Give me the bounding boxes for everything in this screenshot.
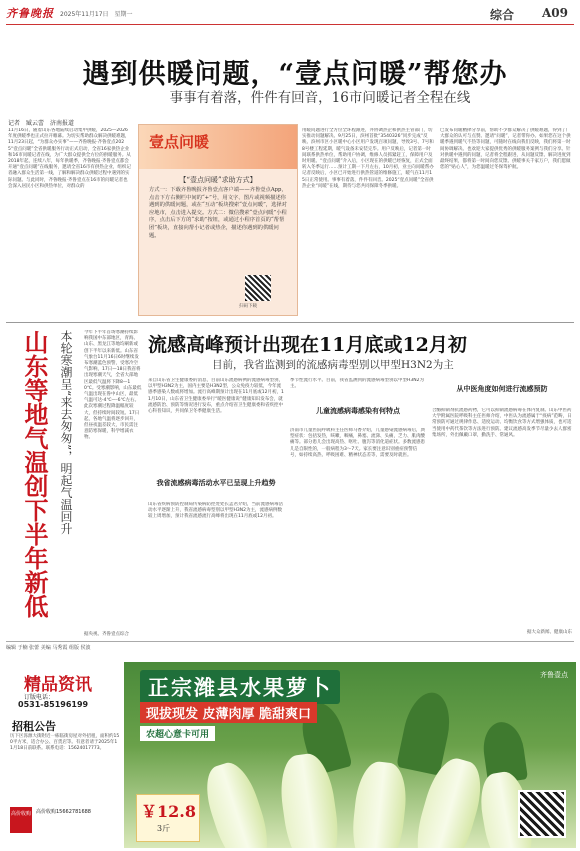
qr-code-label: 扫码下载 — [239, 304, 257, 309]
page-number: A09 — [541, 6, 568, 20]
promo-card — [138, 124, 298, 316]
flu-column-2b: 济南市儿童医院呼吸科主任医师马香介绍，儿童感染流感病毒后，典型症状：包括发热，咳嗽，咽痛，鼻塞、流涕、头痛，乏力、肌肉酸痛等。部分患儿会出现高热、呕吐、腹泻等消化道症状。多数流感患儿是自限性的，一般病程为3～7天。家长要注意识别重症预警信号，如持续高热、呼吸困难、精神状态差等，需要及时就医。 — [290, 428, 425, 458]
price-value: ￥12.8 — [141, 802, 196, 821]
flu-column-2: 季节性流行水平。目前，我省监测到的流感病毒型别以甲型H3N2为主。 — [290, 378, 424, 390]
ad-title: 正宗潍县水果萝卜 — [140, 670, 340, 704]
lead-column-1: 11月16日，随着山东各地陆续启动集中供暖，2025—2026年度供暖季也正式拉开帷幕。为切实帮助群众解决供暖难题，11月23日起，“为群众办实事”——齐鲁晚报·齐鲁壹点2025“壹点问暖”全省供暖服务行动正式启动，全省16家供热企业和16市问暖记者在线，为广大群众提供全方位的供暖服务。从2018年起，连续八年，每年供暖季，齐鲁晚报·齐鲁壹点都会开通“壹点问暖”在线服务，邀请全省16市有供热企业，组织记者融入群众生活第一线，了解和解决群众供暖过程中遇到的实际问题。与此同时，齐鲁晚报·齐鲁壹点在16市的问暖记者也会深入居民小区和供热单位，对群众的 — [8, 128, 131, 189]
flu-subheadline: 目前，我省监测到的流感病毒型别以甲型H3N2为主 — [212, 359, 454, 371]
price-tag — [136, 794, 200, 842]
hotline-text: 高价收购15662781688 — [36, 809, 91, 815]
flu-column-1b: 山东省疾病预防控制局传染病防控处处长孟君介绍，当前流感病毒活动水平逐渐上升，我省流感病毒型别以甲型H3N2为主，流感病例数较上周增加，预计我省流感流行高峰将出现在11月底或12月初。 — [148, 502, 283, 520]
radish-graphic — [198, 757, 278, 848]
weather-headline: 山东等地气温创下半年新低 — [20, 330, 49, 618]
brand-logo: 齐鲁壹点 — [540, 671, 568, 679]
byline: 记者 臧云蕾 济南报道 — [8, 120, 75, 127]
lead-subheadline: 事事有着落，件件有回音，16市问暖记者全程在线 — [169, 90, 471, 106]
ad-card-note: 农超心意卡可用 — [140, 726, 215, 741]
flu-credit: 据大众新闻、健康山东 — [527, 630, 572, 635]
issue-date: 2025年11月17日 星期一 — [60, 11, 133, 18]
weather-subheadline: 本轮寒潮呈“来去匆匆”，明起气温回升 — [59, 330, 73, 535]
section-name: 综合 — [489, 8, 514, 22]
flu-headline: 流感高峰预计出现在11月底或12月初 — [148, 334, 467, 356]
radish-advertisement[interactable] — [124, 662, 576, 848]
lead-column-4: 已发布问暖精择分享前，帮助不少群众解决了供暖难题，得到了广大群众的认可与点赞。邀请“问暖”，记者带你办。如果您在这个供暖季遇到暖气不热等问题，可随时在线向我们反映，我们将第一时间协调解决。也欢迎大家提供优秀的供暖服务案例与我们分享。针对供暖中遇到的问题，记者将全程跟进，从问题反馈、解决进度到最终结果，都将第一时间向您反馈。供暖事关千家万户，我们愿做您的“贴心人”，为您温暖过冬保驾护航。 — [440, 128, 571, 171]
classified-phone: 0531-85196199 — [18, 700, 89, 709]
qr-code-icon[interactable] — [245, 275, 271, 301]
section-divider — [6, 322, 574, 323]
promo-banner — [139, 125, 297, 169]
promo-text: 方式一：下载齐鲁晚报齐鲁壹点客户端——齐鲁壹点App，点击下方右侧栏中间的“+”号，用文字、图片或视频描述你遇到的供暖问题，或在“互动”板块搜索“壹点问暖”，选择对应地市，点击进入提交。方式二：微信搜索“壹点问暖”小程序，点击后下方的“求助”按钮，或通过小程序首页的“帮帮团”板块，直接向帮小记者或热企，描述你遇到的供暖问题。 — [149, 187, 287, 239]
promo-title: 【“壹点问暖”求助方式】 — [179, 176, 257, 184]
classified-phone-label: 订版电话： — [24, 694, 55, 701]
lead-headline: 遇到供暖问题，“壹点问暖”帮您办 — [82, 59, 508, 90]
qr-code-icon[interactable] — [518, 790, 566, 838]
flu-column-3: 合酶抑制剂抗流感药物，它可以抑制流感病毒在体内复制。山东中医药大学附属医院呼吸科主任医师介绍，中医认为流感属于“疫病”范畴，日常预防可通过规律作息、适度运动、均衡饮食等方式增强体质，也可适当使用中药代茶饮等方法进行预防。建议流感高发季节尽量少去人群密集场所，外出佩戴口罩，勤洗手、常通风。 — [432, 408, 572, 438]
masthead — [6, 4, 574, 25]
flu-column-1: 来自山东省卫生健康委的消息，目前山东流感病例的流感病毒型别，以甲型H3N2为主，国内主要是H3N2型，公众免疫力较低，今年流感季感染人数或将增加。流行高峰期预计出现在11月底或12月初，11月10日，山东省卫生健康委举行“暖医健康说”健康知识发布会，就流感防治、预防等情况进行发布，重点介绍省卫生健康委和省疾控中心科普知识，共同保卫冬季健康生活。 — [148, 378, 284, 415]
classified-box — [4, 662, 122, 848]
editors-line: 编辑 于楠 张蕾 美编 马秀霞 组版 侯波 — [6, 641, 574, 651]
weather-text: 今年下半年首场寒潮持续影响我国中东部地区，青海、山东、黑龙江等地均刷新或创下半年以来新低。山东省气象台11月16日6时继续发布寒潮蓝色预警，受寒冷空气影响，17日—18日我省将出现寒潮天气，全省大部地区最低气温将下降8—10℃。受寒潮影响，山东最低气温出现在鲁中山区，最低气温可达-4℃—-6℃左右。此次寒潮过程降温幅度较大，但持续时间较短。17日起，各地气温将逐步回升，但昼夜温差较大，市民需注意防寒保暖，科学增减衣物。 — [84, 330, 142, 441]
flu-section-heading-1: 我省流感病毒活动水平已呈现上升趋势 — [156, 478, 276, 487]
classified-title: 精品资讯 — [24, 675, 92, 695]
newspaper-logo: 齐鲁晚报 — [6, 7, 54, 20]
weather-credit: 据央视、齐鲁壹点综合 — [84, 632, 129, 637]
rental-notice-text: 历下区泺源大街附近一栋临街房屋对外招租，面积约150平方米，适合办公、百货店等。有意者请于2025年11月18日前联系。联系电话：15624017773。 — [10, 734, 120, 752]
radish-graphic — [348, 760, 409, 848]
price-unit: 3斤 — [157, 824, 171, 833]
rental-notice-title: 招租公告 — [12, 720, 56, 733]
flu-section-heading-2: 儿童流感病毒感染有何特点 — [316, 406, 400, 415]
promo-logo: 壹点问暖 — [149, 133, 210, 151]
lead-column-3: 用暖问题进行全方位全环程跟进，并协调热企和供热主管部门，切实推动问题解决。9月25日，滨州首批“3540326”同步完成“反映、滨州市区小区暖中心小区用户发现百项问题，导致3号、7号和8号楼工程延期，暖气设备未安装完毕。用户反映后，记者第一时间联系供热单位，帮助用户协调，维修人员抓紧赶工，保障用户及时用暖。“壹点问暖”介入后，小区现在的供暖已经恢复，正式全面转入冬季运行……预计工期一下月左右，10月初，业主向问暖帮办记者反映后，小区已开始进行供热管道的维修施工，暖气在11月15日正常使用。事事有着落，件件有回音。2025“壹点问暖”全省供热企业“问暖”在线，期待与您共同保障冬季供暖。 — [302, 128, 434, 189]
hotline-badge: 高价收购 — [10, 807, 32, 833]
ad-slogan: 现拔现发 皮薄肉厚 脆甜爽口 — [140, 702, 317, 723]
flu-section-heading-3: 从中医角度如何进行流感预防 — [456, 384, 548, 393]
